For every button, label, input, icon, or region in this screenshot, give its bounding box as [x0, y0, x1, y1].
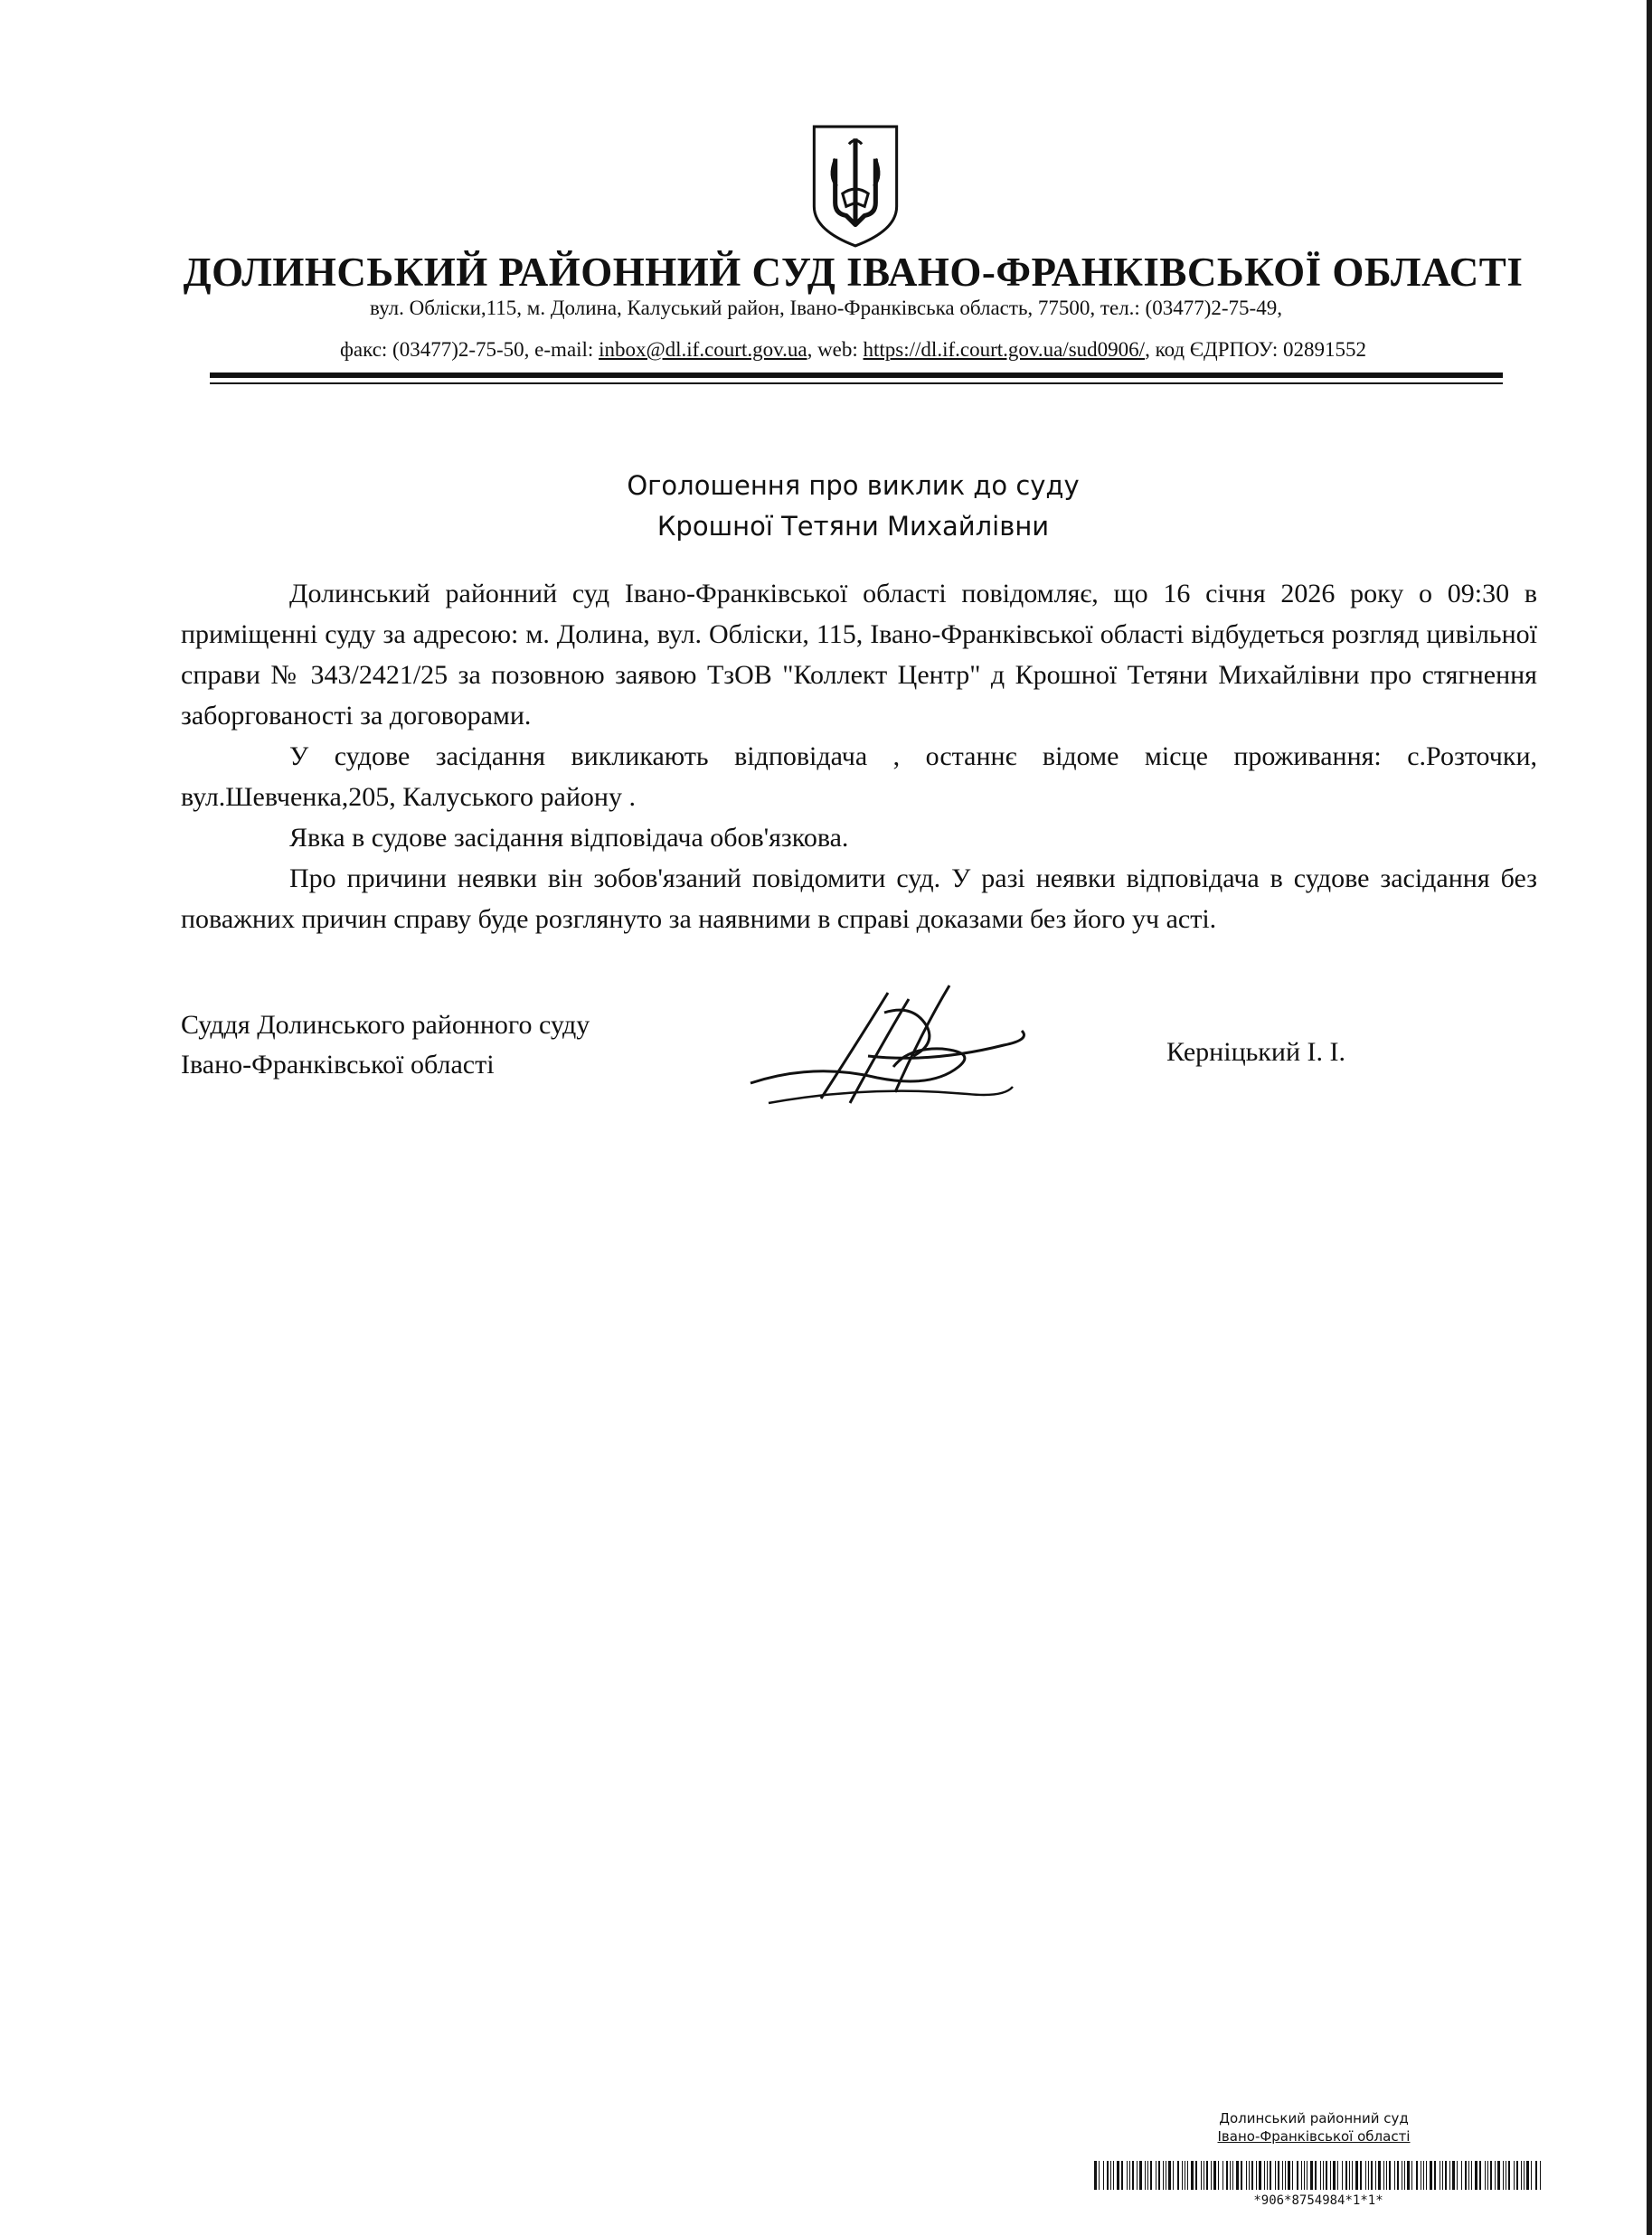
barcode-bar — [1285, 2161, 1286, 2190]
barcode-bar — [1407, 2161, 1410, 2190]
barcode-bar — [1397, 2161, 1399, 2190]
barcode-bar — [1487, 2161, 1488, 2190]
barcode-bar — [1394, 2161, 1395, 2190]
barcode-bar — [1371, 2161, 1373, 2190]
barcode-bar — [1386, 2161, 1387, 2190]
barcode — [1094, 2161, 1544, 2190]
barcode-bar — [1103, 2161, 1104, 2190]
barcode-bar — [1426, 2161, 1427, 2190]
barcode-bar — [1449, 2161, 1450, 2190]
barcode-bar — [1465, 2161, 1467, 2190]
barcode-bar — [1150, 2161, 1152, 2190]
court-address: вул. Обліски,115, м. Долина, Калуський район, Івано-Франківська область, 77500, тел.: (03477)2-75-49, — [370, 297, 1282, 319]
barcode-bar — [1430, 2161, 1432, 2190]
barcode-bar — [1471, 2161, 1472, 2190]
signature-icon — [732, 976, 1058, 1121]
barcode-bar — [1282, 2161, 1283, 2190]
email-link[interactable]: inbox@dl.if.court.gov.ua — [599, 338, 807, 361]
barcode-bar — [1191, 2161, 1194, 2190]
barcode-bar — [1211, 2161, 1212, 2190]
barcode-bar — [1246, 2161, 1247, 2190]
court-contacts: факс: (03477)2-75-50, e-mail: inbox@dl.if.court.gov.ua, web: https://dl.if.court.gov.ua/sud0906/, код ЄДРПОУ: 02891552 — [339, 338, 1367, 361]
barcode-bar — [1256, 2161, 1257, 2190]
coat-of-arms-icon — [809, 122, 902, 250]
barcode-bar — [1288, 2161, 1290, 2190]
paragraph-consequences: Про причини неявки він зобов'язаний повідомити суд. У разі неявки відповідача в судове засідання без поважних причин справу буде розглянуто за наявними в справі доказами без його уч асті. — [181, 863, 1537, 934]
barcode-bar — [1117, 2161, 1119, 2190]
barcode-bar — [1187, 2161, 1188, 2190]
notice-body — [181, 573, 1537, 939]
barcode-bar — [1249, 2161, 1250, 2190]
barcode-bar — [1275, 2161, 1276, 2190]
barcode-bar — [1365, 2161, 1366, 2190]
barcode-bar — [1113, 2161, 1114, 2190]
barcode-bar — [1475, 2161, 1477, 2190]
scan-edge — [1647, 0, 1652, 2235]
barcode-bar — [1213, 2161, 1216, 2190]
barcode-bar — [1270, 2161, 1271, 2190]
registry-stamp: Долинський районний суд Івано-Франківської області — [1217, 2110, 1411, 2145]
barcode-bar — [1206, 2161, 1208, 2190]
barcode-bar — [1129, 2161, 1130, 2190]
barcode-bar — [1342, 2161, 1343, 2190]
barcode-bar — [1535, 2161, 1537, 2190]
barcode-bar — [1201, 2161, 1202, 2190]
barcode-bar — [1330, 2161, 1331, 2190]
barcode-bar — [1349, 2161, 1350, 2190]
barcode-bar — [1121, 2161, 1123, 2190]
paragraph-hearing: Долинський районний суд Івано-Франківської області повідомляє, що 16 січня 2026 року о 09:30 в приміщенні суду за адресою: м. Долина, вул. Обліски, 115, Івано-Франківської області відбудеться розгляд цивільної справи № 343/2421/25 за позовною заявою ТзОВ "Коллект Центр" д Крошної Тетяни Михайлівни про стягнення заборгованості за договорами. — [181, 579, 1537, 731]
web-link[interactable]: https://dl.if.court.gov.ua/sud0906/ — [863, 338, 1146, 361]
judge-position: Суддя Долинського районного суду Івано-Франківської області — [181, 1010, 590, 1080]
barcode-bar — [1163, 2161, 1164, 2190]
header-rule-thick — [210, 372, 1503, 378]
barcode-bar — [1457, 2161, 1458, 2190]
barcode-bar — [1310, 2161, 1313, 2190]
barcode-bar — [1177, 2161, 1179, 2190]
barcode-bar — [1132, 2161, 1134, 2190]
barcode-bar — [1230, 2161, 1231, 2190]
paragraph-defendant: У судове засідання викликають відповідача , останнє відоме місце проживання: с.Розточки, вул.Шевченка,205, Калуського району . — [181, 741, 1537, 812]
barcode-bar — [1139, 2161, 1142, 2190]
barcode-bar — [1383, 2161, 1384, 2190]
barcode-bar — [1497, 2161, 1500, 2190]
barcode-bar — [1526, 2161, 1529, 2190]
barcode-bar — [1442, 2161, 1443, 2190]
barcode-bar — [1320, 2161, 1321, 2190]
barcode-bar — [1434, 2161, 1436, 2190]
barcode-bar — [1531, 2161, 1532, 2190]
barcode-number: *906*8754984*1*1* — [1253, 2193, 1383, 2208]
barcode-bar — [1461, 2161, 1462, 2190]
barcode-bar — [1094, 2161, 1097, 2190]
barcode-bar — [1368, 2161, 1369, 2190]
barcode-bar — [1495, 2161, 1496, 2190]
barcode-bar — [1352, 2161, 1353, 2190]
barcode-bar — [1218, 2161, 1219, 2190]
barcode-bar — [1232, 2161, 1233, 2190]
barcode-bar — [1416, 2161, 1418, 2190]
barcode-bar — [1173, 2161, 1174, 2190]
barcode-bar — [1516, 2161, 1518, 2190]
barcode-bar — [1503, 2161, 1504, 2190]
barcode-bar — [1333, 2161, 1336, 2190]
barcode-bar — [1264, 2161, 1265, 2190]
notice-addressee: Крошної Тетяни Михайлівни — [656, 511, 1050, 542]
barcode-bar — [1345, 2161, 1347, 2190]
barcode-bar — [1226, 2161, 1228, 2190]
barcode-bar — [1251, 2161, 1253, 2190]
barcode-bar — [1452, 2161, 1455, 2190]
barcode-bar — [1355, 2161, 1358, 2190]
barcode-bar — [1278, 2161, 1279, 2190]
barcode-bar — [1423, 2161, 1424, 2190]
barcode-bar — [1107, 2161, 1109, 2190]
barcode-bar — [1445, 2161, 1447, 2190]
barcode-bar — [1524, 2161, 1525, 2190]
barcode-bar — [1099, 2161, 1100, 2190]
barcode-bar — [1168, 2161, 1171, 2190]
barcode-bar — [1195, 2161, 1197, 2190]
barcode-bar — [1145, 2161, 1146, 2190]
barcode-bar — [1479, 2161, 1481, 2190]
barcode-bar — [1267, 2161, 1268, 2190]
barcode-bar — [1236, 2161, 1239, 2190]
paragraph-attendance: Явка в судове засідання відповідача обов'язкова. — [289, 823, 849, 853]
barcode-bar — [1378, 2161, 1381, 2190]
barcode-bar — [1323, 2161, 1324, 2190]
barcode-bar — [1521, 2161, 1522, 2190]
header-rule-thin — [210, 382, 1503, 384]
barcode-bar — [1360, 2161, 1362, 2190]
barcode-bar — [1158, 2161, 1160, 2190]
barcode-bar — [1147, 2161, 1148, 2190]
barcode-bar — [1241, 2161, 1242, 2190]
barcode-bar — [1297, 2161, 1298, 2190]
barcode-bar — [1222, 2161, 1223, 2190]
barcode-bar — [1490, 2161, 1492, 2190]
barcode-bar — [1389, 2161, 1391, 2190]
barcode-bar — [1411, 2161, 1412, 2190]
barcode-bar — [1508, 2161, 1510, 2190]
barcode-bar — [1404, 2161, 1405, 2190]
barcode-bar — [1315, 2161, 1317, 2190]
notice-title: Оголошення про виклик до суду — [627, 470, 1080, 501]
barcode-bar — [1304, 2161, 1305, 2190]
court-name: ДОЛИНСЬКИЙ РАЙОННИЙ СУД ІВАНО-ФРАНКІВСЬКОЇ ОБЛАСТІ — [183, 250, 1524, 295]
barcode-bar — [1326, 2161, 1327, 2190]
barcode-bar — [1259, 2161, 1261, 2190]
barcode-bar — [1182, 2161, 1183, 2190]
barcode-bar — [1127, 2161, 1128, 2190]
barcode-bar — [1468, 2161, 1469, 2190]
barcode-bar — [1337, 2161, 1338, 2190]
barcode-bar — [1137, 2161, 1138, 2190]
barcode-bar — [1110, 2161, 1111, 2190]
barcode-bar — [1292, 2161, 1293, 2190]
barcode-bar — [1540, 2161, 1541, 2190]
barcode-bar — [1301, 2161, 1302, 2190]
barcode-bar — [1514, 2161, 1515, 2190]
judge-name: Керніцький І. І. — [1166, 1037, 1345, 1067]
barcode-bar — [1375, 2161, 1376, 2190]
barcode-bar — [1485, 2161, 1486, 2190]
